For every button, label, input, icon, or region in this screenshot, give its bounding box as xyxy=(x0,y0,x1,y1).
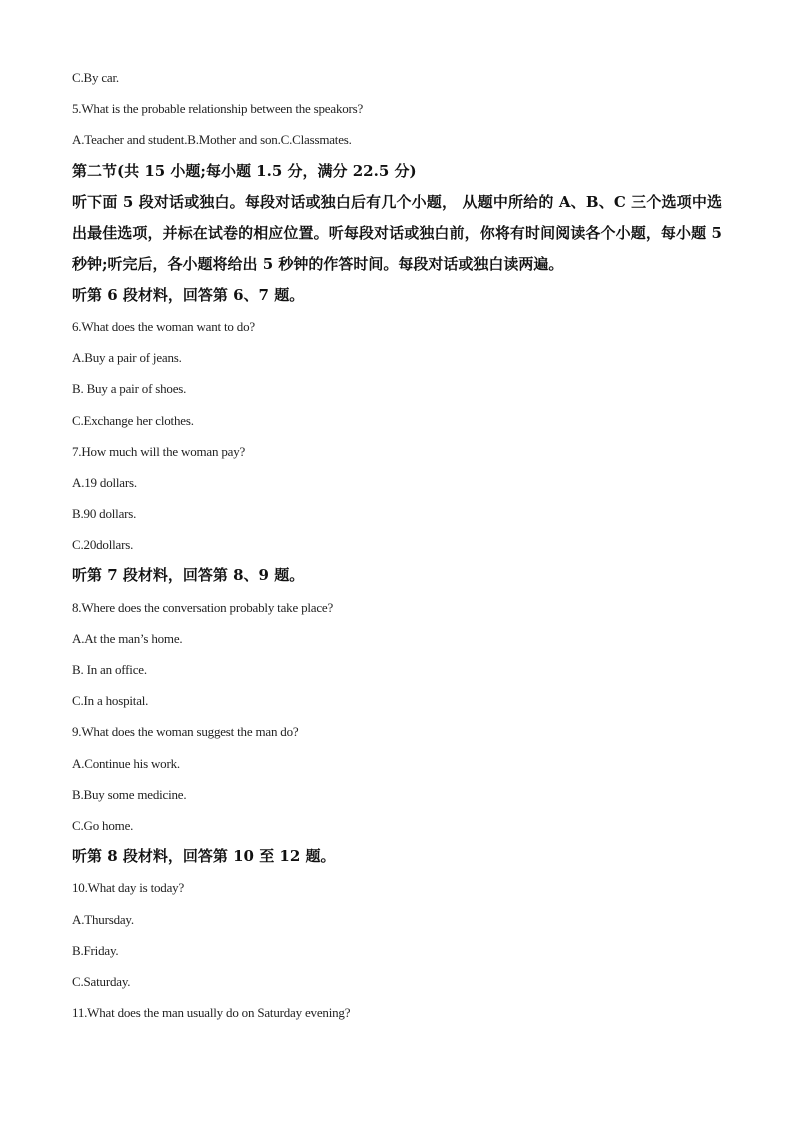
question-6: 6.What does the woman want to do? xyxy=(72,318,255,334)
option-10b: B.Friday. xyxy=(72,942,119,958)
question-5: 5.What is the probable relationship between the speakors? xyxy=(72,101,364,117)
option-6b: B. Buy a pair of shoes. xyxy=(72,381,187,397)
material-7-heading: 听第 7 段材料，回答第 8、9 题。 xyxy=(72,566,305,585)
material-6-heading: 听第 6 段材料，回答第 6、7 题。 xyxy=(72,285,305,304)
option-8b: B. In an office. xyxy=(72,662,147,677)
option-9a: A.Continue his work. xyxy=(72,755,180,771)
material-8-heading: 听第 8 段材料，回答第 10 至 12 题。 xyxy=(72,847,336,866)
question-9: 9.What does the woman suggest the man do? xyxy=(72,724,299,740)
option-7a: A.19 dollars. xyxy=(72,474,137,490)
section-2-title: 第二节(共 15 小题;每小题 1.5 分，满分 22.5 分) xyxy=(72,161,417,180)
option-6a: A.Buy a pair of jeans. xyxy=(72,350,182,366)
question-5-options: A.Teacher and student.B.Mother and son.C.Classmates. xyxy=(72,132,352,148)
option-7c: C.20dollars. xyxy=(72,537,134,553)
option-8c: C.In a hospital. xyxy=(72,693,149,709)
page-content xyxy=(72,62,722,1028)
option-6c: C.Exchange her clothes. xyxy=(72,412,194,428)
option-7b: B.90 dollars. xyxy=(72,506,137,522)
option-9c: C.Go home. xyxy=(72,817,134,833)
option-10c: C.Saturday. xyxy=(72,973,131,989)
question-7: 7.How much will the woman pay? xyxy=(72,443,246,459)
option-9b: B.Buy some medicine. xyxy=(72,786,187,802)
option-8a: A.At the man’s home. xyxy=(72,630,183,646)
question-11: 11.What does the man usually do on Saturday evening? xyxy=(72,1005,351,1021)
question-8: 8.Where does the conversation probably take place? xyxy=(72,599,334,615)
question-10: 10.What day is today? xyxy=(72,880,185,896)
section-2-instructions: 听下面 5 段对话或独白。每段对话或独白后有几个小题， 从题中所给的 A、B、C 三个选项中选出最佳选项，并标在试卷的相应位置。听每段对话或独白前，你将有时间阅读各个小题，每小题 5 秒钟;听完后，各小题将给出 5 秒钟的作答时间。每段对话或独白读两遍。 xyxy=(72,192,722,273)
option-3c: C.By car. xyxy=(72,70,119,85)
option-10a: A.Thursday. xyxy=(72,911,134,927)
